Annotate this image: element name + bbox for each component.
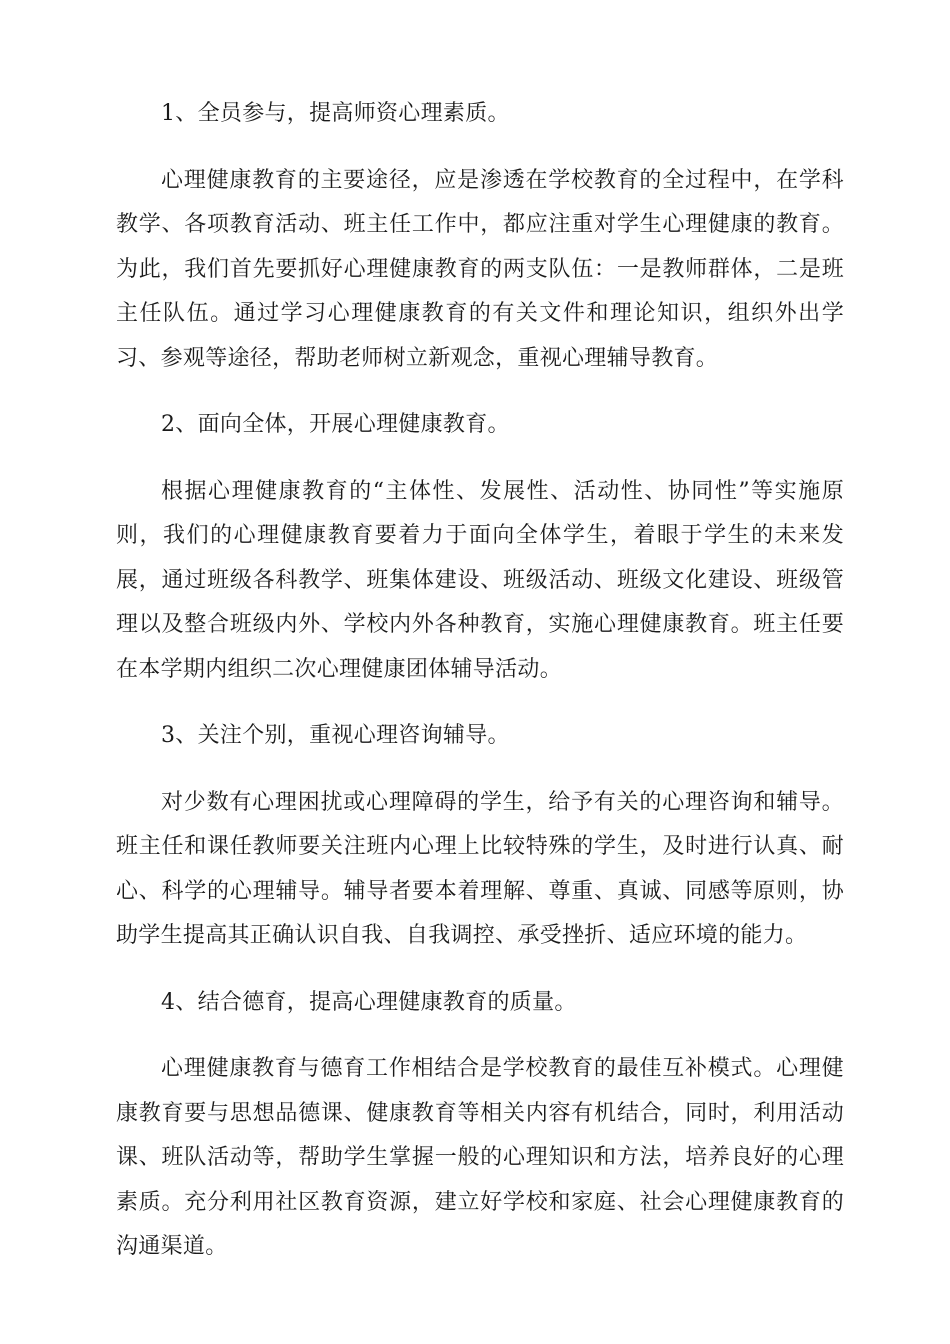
section-1-heading: 1、全员参与，提高师资心理素质。 bbox=[161, 101, 510, 126]
section-2-heading: 2、面向全体，开展心理健康教育。 bbox=[161, 412, 510, 437]
section-4-paragraph: 心理健康教育与德育工作相结合是学校教育的最佳互补模式。心理健康教育要与思想品德课、健康教育等相关内容有机结合，同时，利用活动课、班队活动等，帮助学生掌握一般的心理知识和方法，培养良好的心理素质。充分利用社区教育资源，建立好学校和家庭、社会心理健康教育的沟通渠道。 bbox=[116, 1056, 844, 1259]
section-4-heading: 4、结合德育，提高心理健康教育的质量。 bbox=[161, 989, 577, 1015]
section-1-paragraph: 心理健康教育的主要途径，应是渗透在学校教育的全过程中，在学科教学、各项教育活动、班主任工作中，都应注重对学生心理健康的教育。为此，我们首先要抓好心理健康教育的两支队伍：一是教师群体，二是班主任队伍。通过学习心理健康教育的有关文件和理论知识，组织外出学习、参观等途径，帮助老师树立新观念，重视心理辅导教育。 bbox=[116, 167, 844, 371]
section-2-paragraph: 根据心理健康教育的“主体性、发展性、活动性、协同性”等实施原则，我们的心理健康教育要着力于面向全体学生，着眼于学生的未来发展，通过班级各科教学、班集体建设、班级活动、班级文化建设、班级管理以及整合班级内外、学校内外各种教育，实施心理健康教育。班主任要在本学期内组织二次心理健康团体辅导活动。 bbox=[116, 478, 844, 682]
section-3-paragraph: 对少数有心理困扰或心理障碍的学生，给予有关的心理咨询和辅导。班主任和课任教师要关注班内心理上比较特殊的学生，及时进行认真、耐心、科学的心理辅导。辅导者要本着理解、尊重、真诚、同感等原则，协助学生提高其正确认识自我、自我调控、承受挫折、适应环境的能力。 bbox=[116, 789, 844, 948]
document-body bbox=[116, 92, 844, 1292]
section-3-heading: 3、关注个别，重视心理咨询辅导。 bbox=[161, 723, 510, 748]
